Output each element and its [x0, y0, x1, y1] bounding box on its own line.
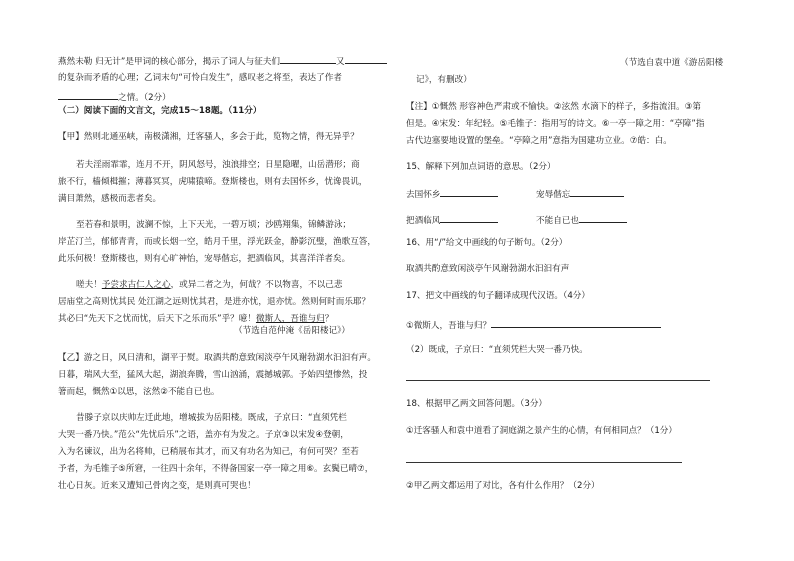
passage-yi-line: 昔滕子京以庆帅左迁此地，增城拔为岳阳楼。既成，子京曰：“直须凭栏	[76, 413, 347, 423]
section-heading: （二）阅读下面的文言文，完成15～18题。（11分）	[58, 106, 262, 116]
passage-yi-line: 日暮，瑞风大至，猛风大起，湖浪奔腾，雪山汹涌，震撼城郭。予始四望惨然，投	[58, 370, 368, 380]
answer-blank[interactable]	[440, 187, 498, 197]
underlined-sentence: 微斯人，吾谁与归	[255, 314, 325, 324]
passage-jia-line: 居庙堂之高则忧其民 处江湖之远则忧其君，是进亦忧，退亦忧。然则何时而乐耶？	[58, 297, 371, 307]
answer-blank[interactable]	[440, 213, 498, 223]
q15-item: 宠辱偕忘	[536, 187, 624, 201]
passage-yi-source: 记》，有删改）	[416, 75, 472, 85]
passage-yi-line: 大哭一番乃快。”范公“先忧后乐”之语，盖亦有为发之。子京③以宋发④登朝，	[58, 430, 349, 440]
passage-jia-line: 嗟夫！予尝求古仁人之心，或异二者之为，何哉？不以物喜，不以己悲	[76, 280, 343, 290]
passage-yi-line: 入为名谏议，出为名将帅，已稍展布其才，而又有功名为知己，有何可哭？至若	[58, 447, 359, 457]
annotation-line: 但是。④宋发：年纪轻。⑤毛锥子：指用写的诗文。⑥一亭一障之用：“亭障”指	[406, 119, 705, 129]
passage-jia-line: 此乐何极！登斯楼也，则有心旷神怡，宠辱偕忘，把酒临风，其喜洋洋者矣。	[58, 254, 351, 264]
q15-item: 去国怀乡	[406, 187, 498, 201]
passage-jia-line: 岸芷汀兰，郁郁青青，而或长烟一空，皓月千里，浮光跃金，静影沉璧，渔歌互答，	[58, 237, 376, 247]
underlined-sentence: 予尝求古仁人之心	[101, 280, 171, 290]
passage-jia-line: 若夫淫雨霏霏，连月不开，阴风怒号，浊浪排空；日星隐曜，山岳潜形；商	[76, 160, 360, 170]
prev-question-line-1: 燕然未勒 归无计”是甲词的核心部分，揭示了词人与征夫们 又	[58, 54, 387, 68]
prev-question-line-3: 之情。（2分）	[58, 90, 171, 104]
passage-jia-source: （节选自范仲淹《岳阳楼记》）	[234, 326, 351, 336]
passage-jia-line: 【甲】然则北通巫峡，南极潇湘，迁客骚人，多会于此，览物之情，得无异乎？	[58, 132, 359, 142]
passage-yi-line: 【乙】游之日，风日清和，湖平于熨。取酒共酌意致闲淡亭午风谢勃湖水汩汩有声。	[58, 353, 376, 363]
q17-item: （2）既成，子京曰：“直须凭栏大哭一番乃快。	[406, 345, 588, 355]
answer-blank[interactable]	[345, 54, 387, 64]
answer-blank[interactable]	[579, 213, 627, 223]
passage-yi-line: 壮心日灰。近来又遭知己骨肉之变，是则真可哭也！	[58, 481, 256, 491]
answer-blank[interactable]	[58, 90, 118, 100]
q17-item: ①微斯人，吾谁与归？	[406, 318, 661, 332]
passage-jia-line: 旅不行，樯倾楫摧；薄暮冥冥，虎啸猿啼。登斯楼也，则有去国怀乡，忧谗畏讥，	[58, 177, 368, 187]
annotation-line: 【注】①慨然 形容神色严肃或不愉快。②泫然 水滴下的样子，多指流泪。③第	[406, 102, 701, 112]
passage-yi-line: 箸而起，慨然①以思，泫然②不能自已也。	[58, 387, 220, 397]
q18-item: ②甲乙两文都运用了对比，各有什么作用？（2分）	[406, 481, 600, 491]
answer-blank[interactable]	[491, 318, 661, 328]
question-17: 17、把文中画线的句子翻译成现代汉语。（4分）	[406, 291, 590, 301]
q15-item: 不能自已也	[536, 213, 627, 227]
annotation-line: 古代边塞要地设置的堡垒。“亭障之用”意指为国建功立业。⑦皓：白。	[406, 136, 672, 146]
answer-line[interactable]	[406, 380, 710, 381]
q18-item: ①迁客骚人和袁中道看了洞庭湖之景产生的心情，有何相同点？（1分）	[406, 426, 677, 436]
prev-question-line-2: 的复杂而矛盾的心理；乙词末句“可怜白发生”，感叹老之将至，表达了作者	[58, 73, 342, 83]
q16-sentence: 取酒共酌意致闲淡亭午风谢勃湖水汩汩有声	[406, 264, 570, 274]
passage-jia-line: 满目萧然，感极而悲者矣。	[58, 194, 162, 204]
passage-yi-line: 予者，为毛锥子⑤所窘，一往四十余年，不得备国家一亭一障之用⑥。玄鬓已晴⑦，	[58, 464, 374, 474]
q15-item: 把酒临风	[406, 213, 498, 227]
question-18: 18、根据甲乙两文回答问题。（3分）	[406, 399, 548, 409]
answer-blank[interactable]	[280, 54, 336, 64]
passage-yi-source: （节选自袁中道《游岳阳楼	[620, 58, 724, 68]
passage-jia-line: 其必曰“先天下之忧而忧，后天下之乐而乐”乎？噫！微斯人，吾谁与归？	[58, 314, 334, 324]
answer-line[interactable]	[406, 462, 682, 463]
question-15: 15、解释下列加点词语的意思。（2分）	[406, 162, 556, 172]
answer-blank[interactable]	[570, 187, 624, 197]
passage-jia-line: 至若春和景明，波澜不惊，上下天光，一碧万顷；沙鸥翔集，锦鳞游泳；	[76, 220, 352, 230]
question-16: 16、用“/”给文中画线的句子断句。（2分）	[406, 238, 568, 248]
